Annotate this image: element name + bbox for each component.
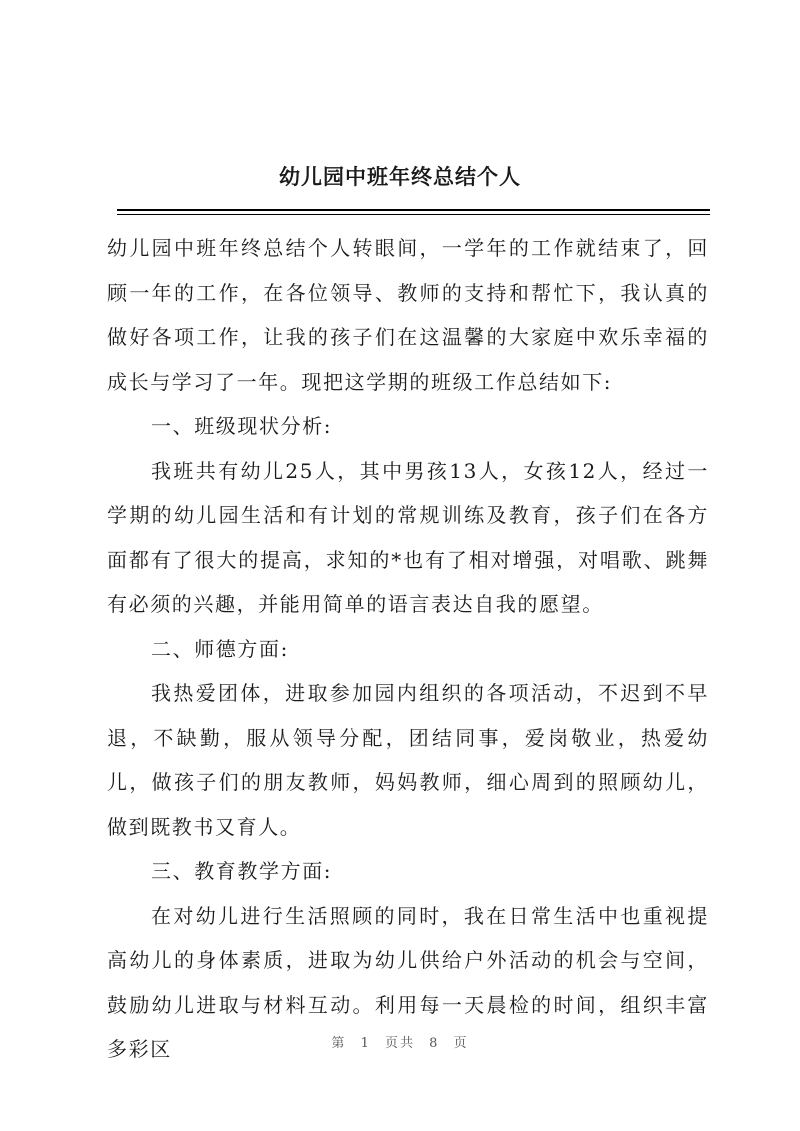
document-body [107, 226, 709, 1072]
paragraph-intro: 幼儿园中班年终总结个人转眼间，一学年的工作就结束了，回顾一年的工作，在各位领导、教师的支持和帮忙下，我认真的做好各项工作，让我的孩子们在这温馨的大家庭中欢乐幸福的成长与学习了一年。现把这学期的班级工作总结如下: [107, 236, 709, 394]
footer-current-page: 1 [360, 1036, 371, 1051]
section-heading-teaching: 三、教育教学方面: [151, 859, 333, 883]
page-title: 幼儿园中班年终总结个人 [279, 164, 521, 189]
footer-prefix: 第 [331, 1036, 347, 1051]
paragraph-class-status: 我班共有幼儿25人，其中男孩13人，女孩12人，经过一学期的幼儿园生活和有计划的常规训练及教育，孩子们在各方面都有了很大的提高，求知的*也有了相对增强，对唱歌、跳舞有必须的兴趣，并能用简单的语言表达自我的愿望。 [107, 458, 709, 616]
footer-suffix: 页 [453, 1036, 469, 1051]
section-heading-ethics: 二、师德方面: [151, 636, 289, 661]
footer-total-pages: 8 [429, 1036, 440, 1051]
title-divider [117, 209, 710, 211]
page-number-footer [0, 1032, 800, 1051]
paragraph-teaching: 在对幼儿进行生活照顾的同时，我在日常生活中也重视提高幼儿的身体素质，进取为幼儿供给户外活动的机会与空间，鼓励幼儿进取与材料互动。利用每一天晨检的时间，组织丰富多彩区 [107, 903, 709, 1061]
section-heading-class-status: 一、班级现状分析: [151, 414, 333, 438]
paragraph-ethics: 我热爱团体，进取参加园内组织的各项活动，不迟到不早退，不缺勤，服从领导分配，团结同事，爱岗敬业，热爱幼儿，做孩子们的朋友教师，妈妈教师，细心周到的照顾幼儿，做到既教书又育人。 [107, 681, 709, 839]
footer-middle: 页共 [384, 1036, 415, 1051]
title-divider-thin [117, 214, 710, 215]
